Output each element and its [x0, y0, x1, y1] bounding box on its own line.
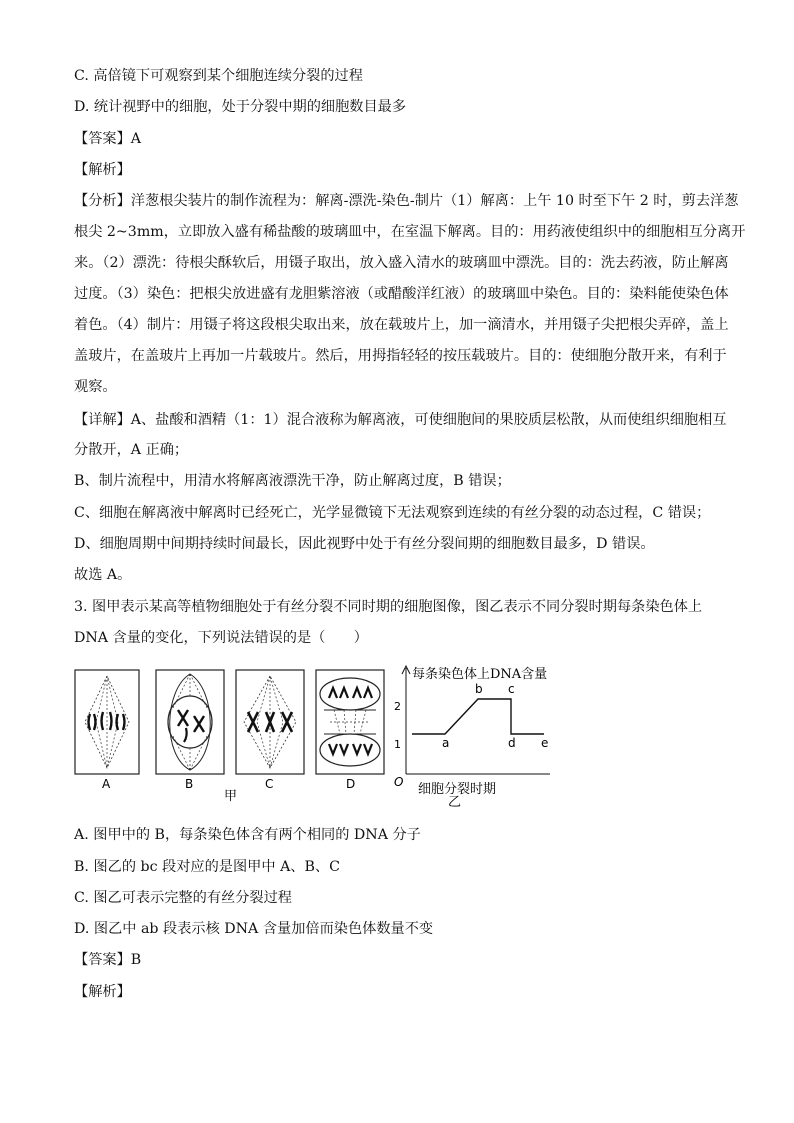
figure-svg	[72, 660, 572, 810]
answer-line: 【答案】A	[74, 131, 141, 147]
question-3-stem-1: 3. 图甲表示某高等植物细胞处于有丝分裂不同时期的细胞图像，图乙表示不同分裂时期每条染色体上	[74, 599, 703, 615]
cell-d-label: D	[346, 777, 356, 791]
y-tick-2: 2	[394, 700, 401, 713]
point-label-e: e	[541, 736, 549, 750]
analysis-2-heading: 【解析】	[74, 984, 131, 1000]
analysis-heading: 【解析】	[74, 162, 131, 178]
detail-text-3: B、制片流程中，用清水将解离液漂洗干净，防止解离过度，B 错误；	[74, 473, 511, 489]
point-label-c: c	[508, 682, 515, 696]
origin-label: O	[394, 775, 404, 789]
point-label-b: b	[475, 682, 483, 696]
analysis-text-5: 着色。（4）制片：用镊子将这段根尖取出来，放在载玻片上，加一滴清水，并用镊子尖把根尖弄碎，盖上	[74, 317, 729, 333]
analysis-text-6: 盖玻片，在盖玻片上再加一片载玻片。然后，用拇指轻轻的按压载玻片。目的：使细胞分散开来，有利于	[74, 348, 727, 364]
detail-text-2: 分散开，A 正确；	[74, 442, 189, 458]
y-tick-1: 1	[394, 738, 401, 751]
answer-2-line: 【答案】B	[74, 952, 142, 968]
cell-b-diagram	[156, 670, 224, 774]
point-label-a: a	[442, 736, 450, 750]
cell-d-diagram	[316, 670, 384, 774]
cell-a-label: A	[102, 777, 111, 791]
detail-text-4: C、细胞在解离液中解离时已经死亡，光学显微镜下无法观察到连续的有丝分裂的动态过程，C 错误；	[74, 505, 711, 521]
analysis-text-3: 来。（2）漂洗：待根尖酥软后，用镊子取出，放入盛入清水的玻璃皿中漂洗。目的：洗去药液，防止解离	[74, 255, 729, 271]
dna-content-chart	[394, 666, 550, 797]
option-c: C. 图乙可表示完整的有丝分裂过程	[74, 890, 292, 906]
analysis-text-1: 【分析】洋葱根尖装片的制作流程为：解离-漂洗-染色-制片（1）解离：上午 10 时至下午 2 时，剪去洋葱	[74, 193, 739, 209]
cell-c-label: C	[265, 777, 274, 791]
analysis-text-7: 观察。	[74, 379, 117, 395]
y-axis-label: 每条染色体上DNA含量	[412, 667, 548, 682]
analysis-text-2: 根尖 2~3mm，立即放入盛有稀盐酸的玻璃皿中，在室温下解离。目的：用药液使组织中的细胞相互分离开	[74, 224, 746, 240]
option-a: A. 图甲中的 B，每条染色体含有两个相同的 DNA 分子	[74, 827, 421, 843]
cell-a-diagram	[75, 670, 139, 774]
dna-series-line	[412, 699, 544, 734]
question-figure	[72, 660, 572, 810]
detail-text-5: D、细胞周期中间期持续时间最长，因此视野中处于有丝分裂间期的细胞数目最多，D 错误。	[74, 536, 655, 552]
option-d-line: D. 统计视野中的细胞，处于分裂中期的细胞数目最多	[74, 99, 407, 115]
detail-text-1: 【详解】A、盐酸和酒精（1：1）混合液称为解离液，可使细胞间的果胶质层松散，从而使组织细胞相互	[74, 412, 727, 428]
figure-yi-label: 乙	[448, 795, 462, 810]
option-b: B. 图乙的 bc 段对应的是图甲中 A、B、C	[74, 859, 340, 875]
choose-line: 故选 A。	[74, 567, 132, 583]
x-axis-label: 细胞分裂时期	[418, 782, 497, 797]
question-3-stem-2: DNA 含量的变化，下列说法错误的是（ ）	[74, 630, 368, 646]
cell-c-diagram	[236, 670, 304, 774]
figure-jia-label: 甲	[224, 789, 238, 804]
point-label-d: d	[508, 736, 516, 750]
option-d: D. 图乙中 ab 段表示核 DNA 含量加倍而染色体数量不变	[74, 921, 434, 937]
option-c-line: C. 高倍镜下可观察到某个细胞连续分裂的过程	[74, 68, 363, 84]
analysis-text-4: 过度。（3）染色：把根尖放进盛有龙胆紫溶液（或醋酸洋红液）的玻璃皿中染色。目的：染料能使染色体	[74, 286, 729, 302]
cell-b-label: B	[185, 777, 194, 791]
